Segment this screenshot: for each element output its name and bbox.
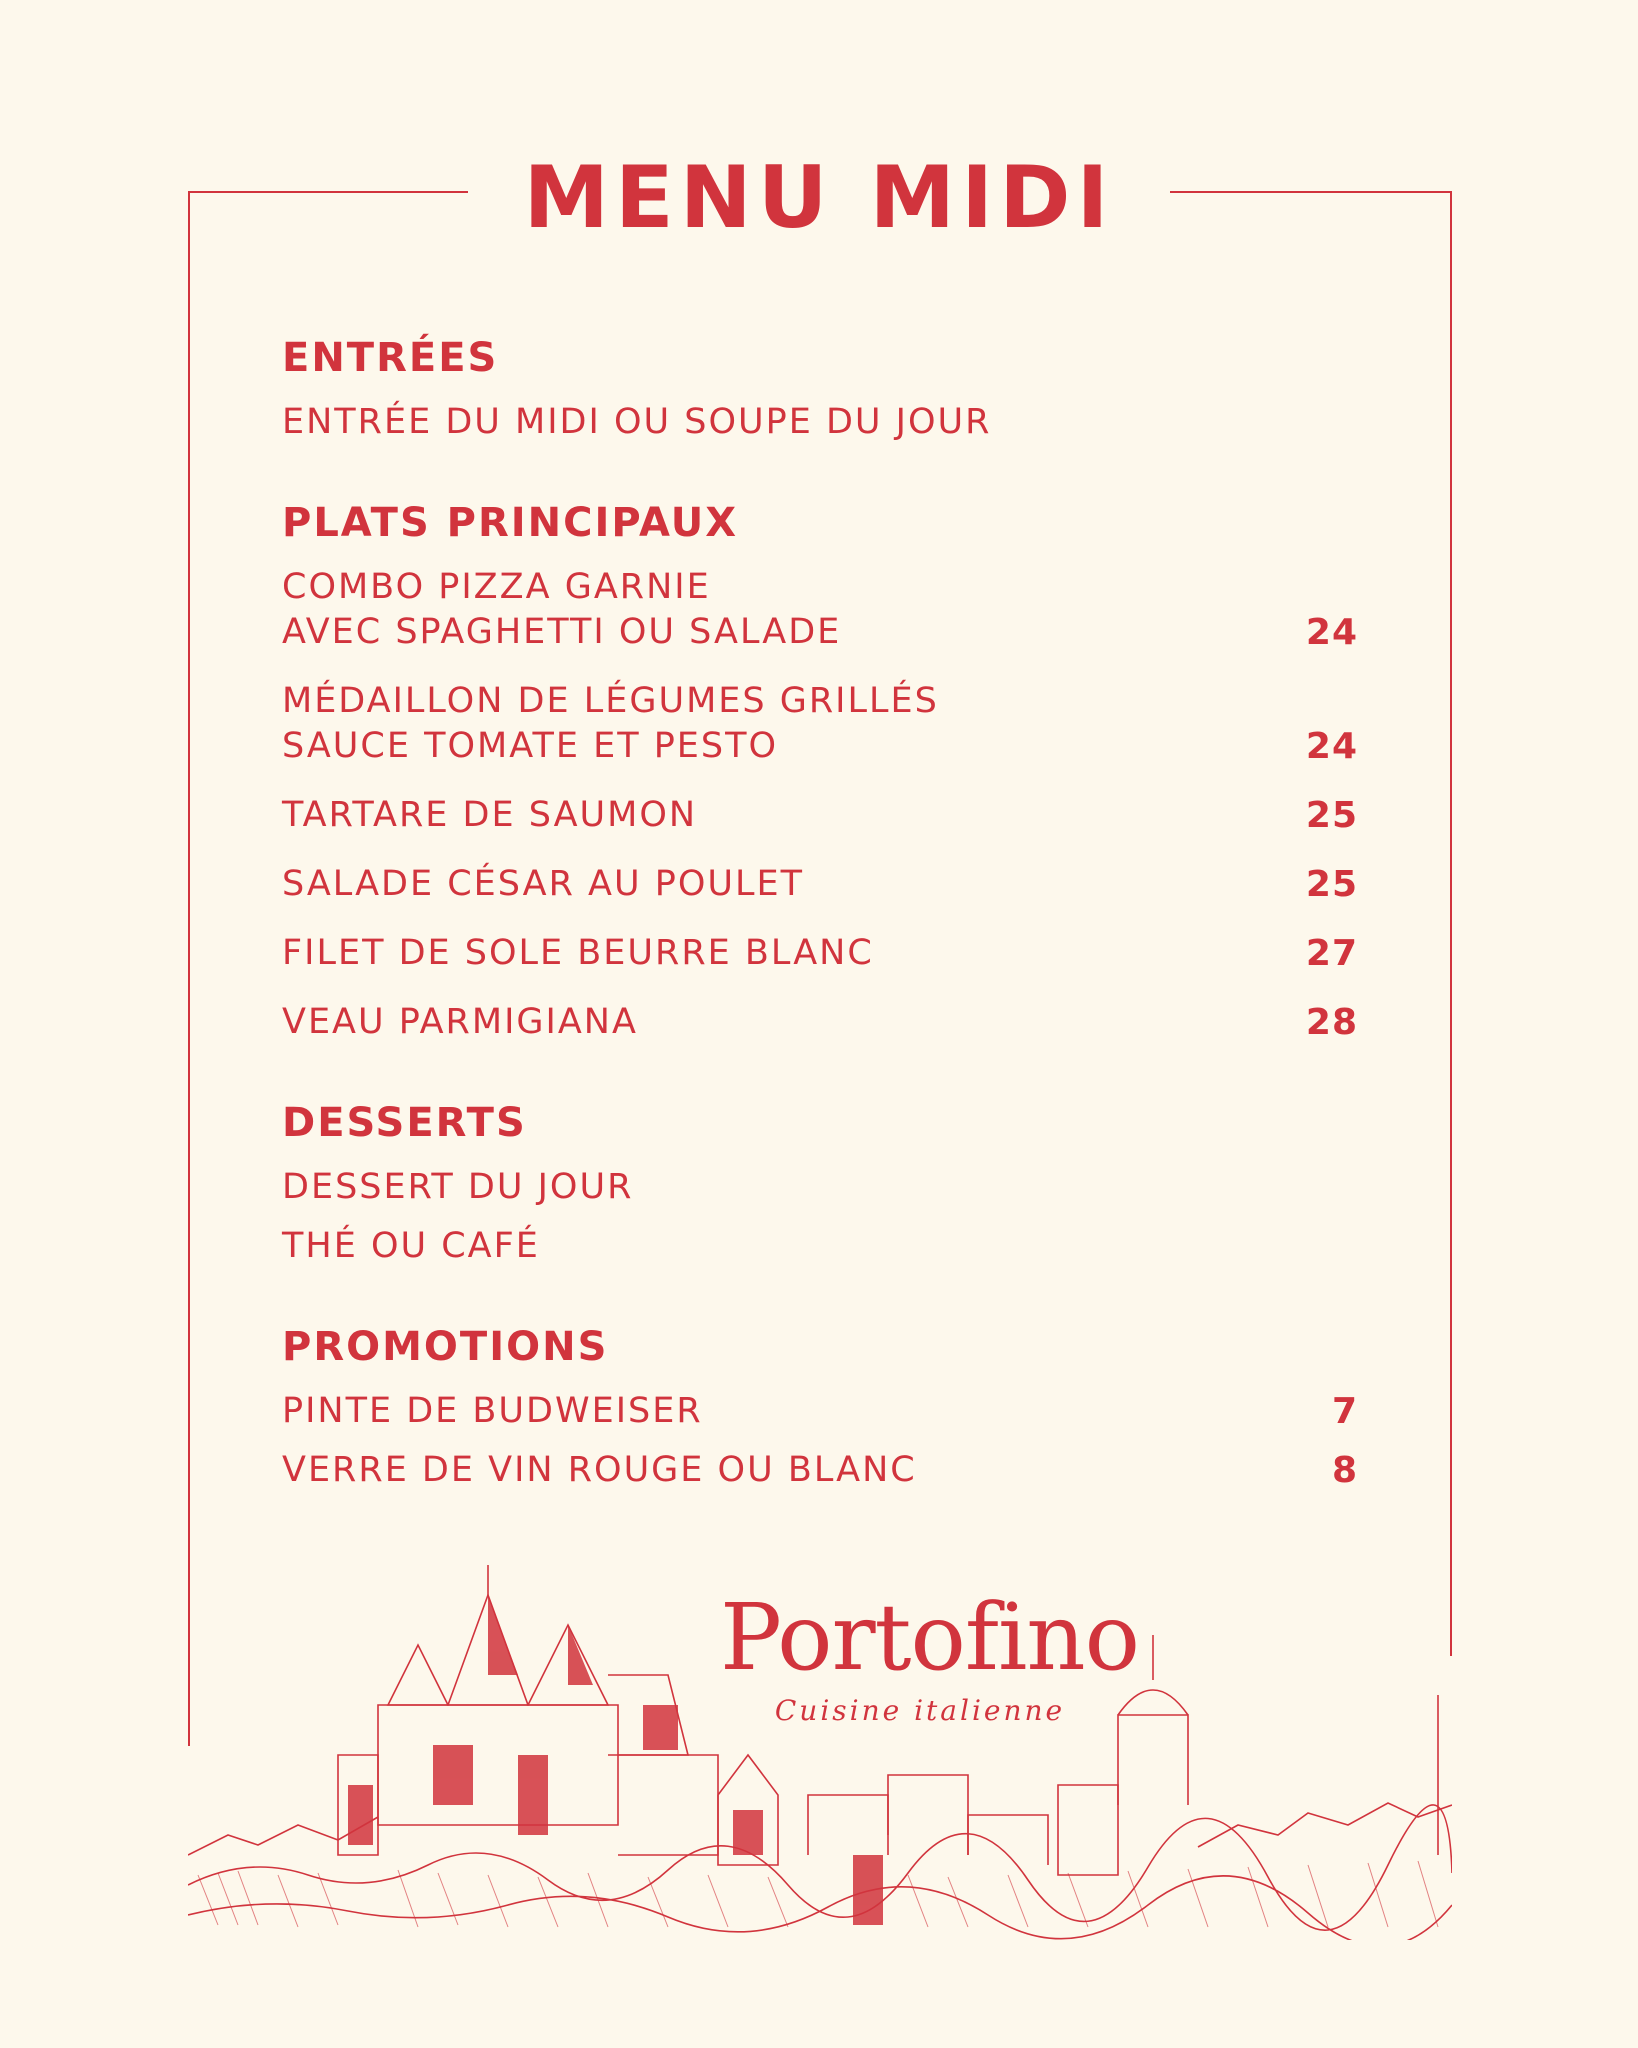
menu-title: MENU MIDI <box>523 148 1115 248</box>
section-title-entrees: ENTRÉES <box>282 335 499 381</box>
frame-right <box>1450 191 1452 1656</box>
menu-item <box>282 679 1358 769</box>
item-name: FILET DE SOLE BEURRE BLANC <box>282 933 874 973</box>
item-name: PINTE DE BUDWEISER <box>282 1391 703 1431</box>
item-name: ENTRÉE DU MIDI OU SOUPE DU JOUR <box>282 402 992 442</box>
menu-item <box>282 1165 1358 1210</box>
frame-left <box>188 191 190 1746</box>
item-name: VEAU PARMIGIANA <box>282 1002 638 1042</box>
menu-body <box>282 330 1358 1493</box>
logo-tagline: Cuisine italienne <box>774 1694 1066 1727</box>
menu-item <box>282 1224 1358 1269</box>
item-name: VERRE DE VIN ROUGE OU BLANC <box>282 1450 917 1490</box>
item-name-line2: AVEC SPAGHETTI OU SALADE <box>282 612 842 652</box>
restaurant-logo <box>720 1584 1140 1727</box>
item-price: 7 <box>1331 1391 1358 1432</box>
menu-item <box>282 1448 1358 1493</box>
item-price: 27 <box>1305 933 1358 974</box>
section-title-plats: PLATS PRINCIPAUX <box>282 500 739 546</box>
section-title-promotions: PROMOTIONS <box>282 1324 609 1370</box>
item-price: 28 <box>1305 1002 1358 1043</box>
menu-item <box>282 931 1358 976</box>
menu-item <box>282 1389 1358 1434</box>
menu-item <box>282 793 1358 838</box>
menu-item <box>282 565 1358 655</box>
item-name: MÉDAILLON DE LÉGUMES GRILLÉS <box>282 681 939 721</box>
logo-name: Portofino <box>720 1584 1140 1691</box>
menu-item <box>282 1000 1358 1045</box>
item-name: TARTARE DE SAUMON <box>282 795 698 835</box>
menu-item <box>282 400 1358 445</box>
item-price: 24 <box>1305 726 1358 767</box>
item-name: DESSERT DU JOUR <box>282 1167 634 1207</box>
menu-item <box>282 862 1358 907</box>
item-name: COMBO PIZZA GARNIE <box>282 567 711 607</box>
item-price: 8 <box>1331 1450 1358 1491</box>
section-title-desserts: DESSERTS <box>282 1100 527 1146</box>
item-name: THÉ OU CAFÉ <box>282 1226 540 1266</box>
item-price: 25 <box>1305 795 1358 836</box>
item-name-line2: SAUCE TOMATE ET PESTO <box>282 726 779 766</box>
item-name: SALADE CÉSAR AU POULET <box>282 864 805 904</box>
item-price: 24 <box>1305 612 1358 653</box>
item-price: 25 <box>1305 864 1358 905</box>
